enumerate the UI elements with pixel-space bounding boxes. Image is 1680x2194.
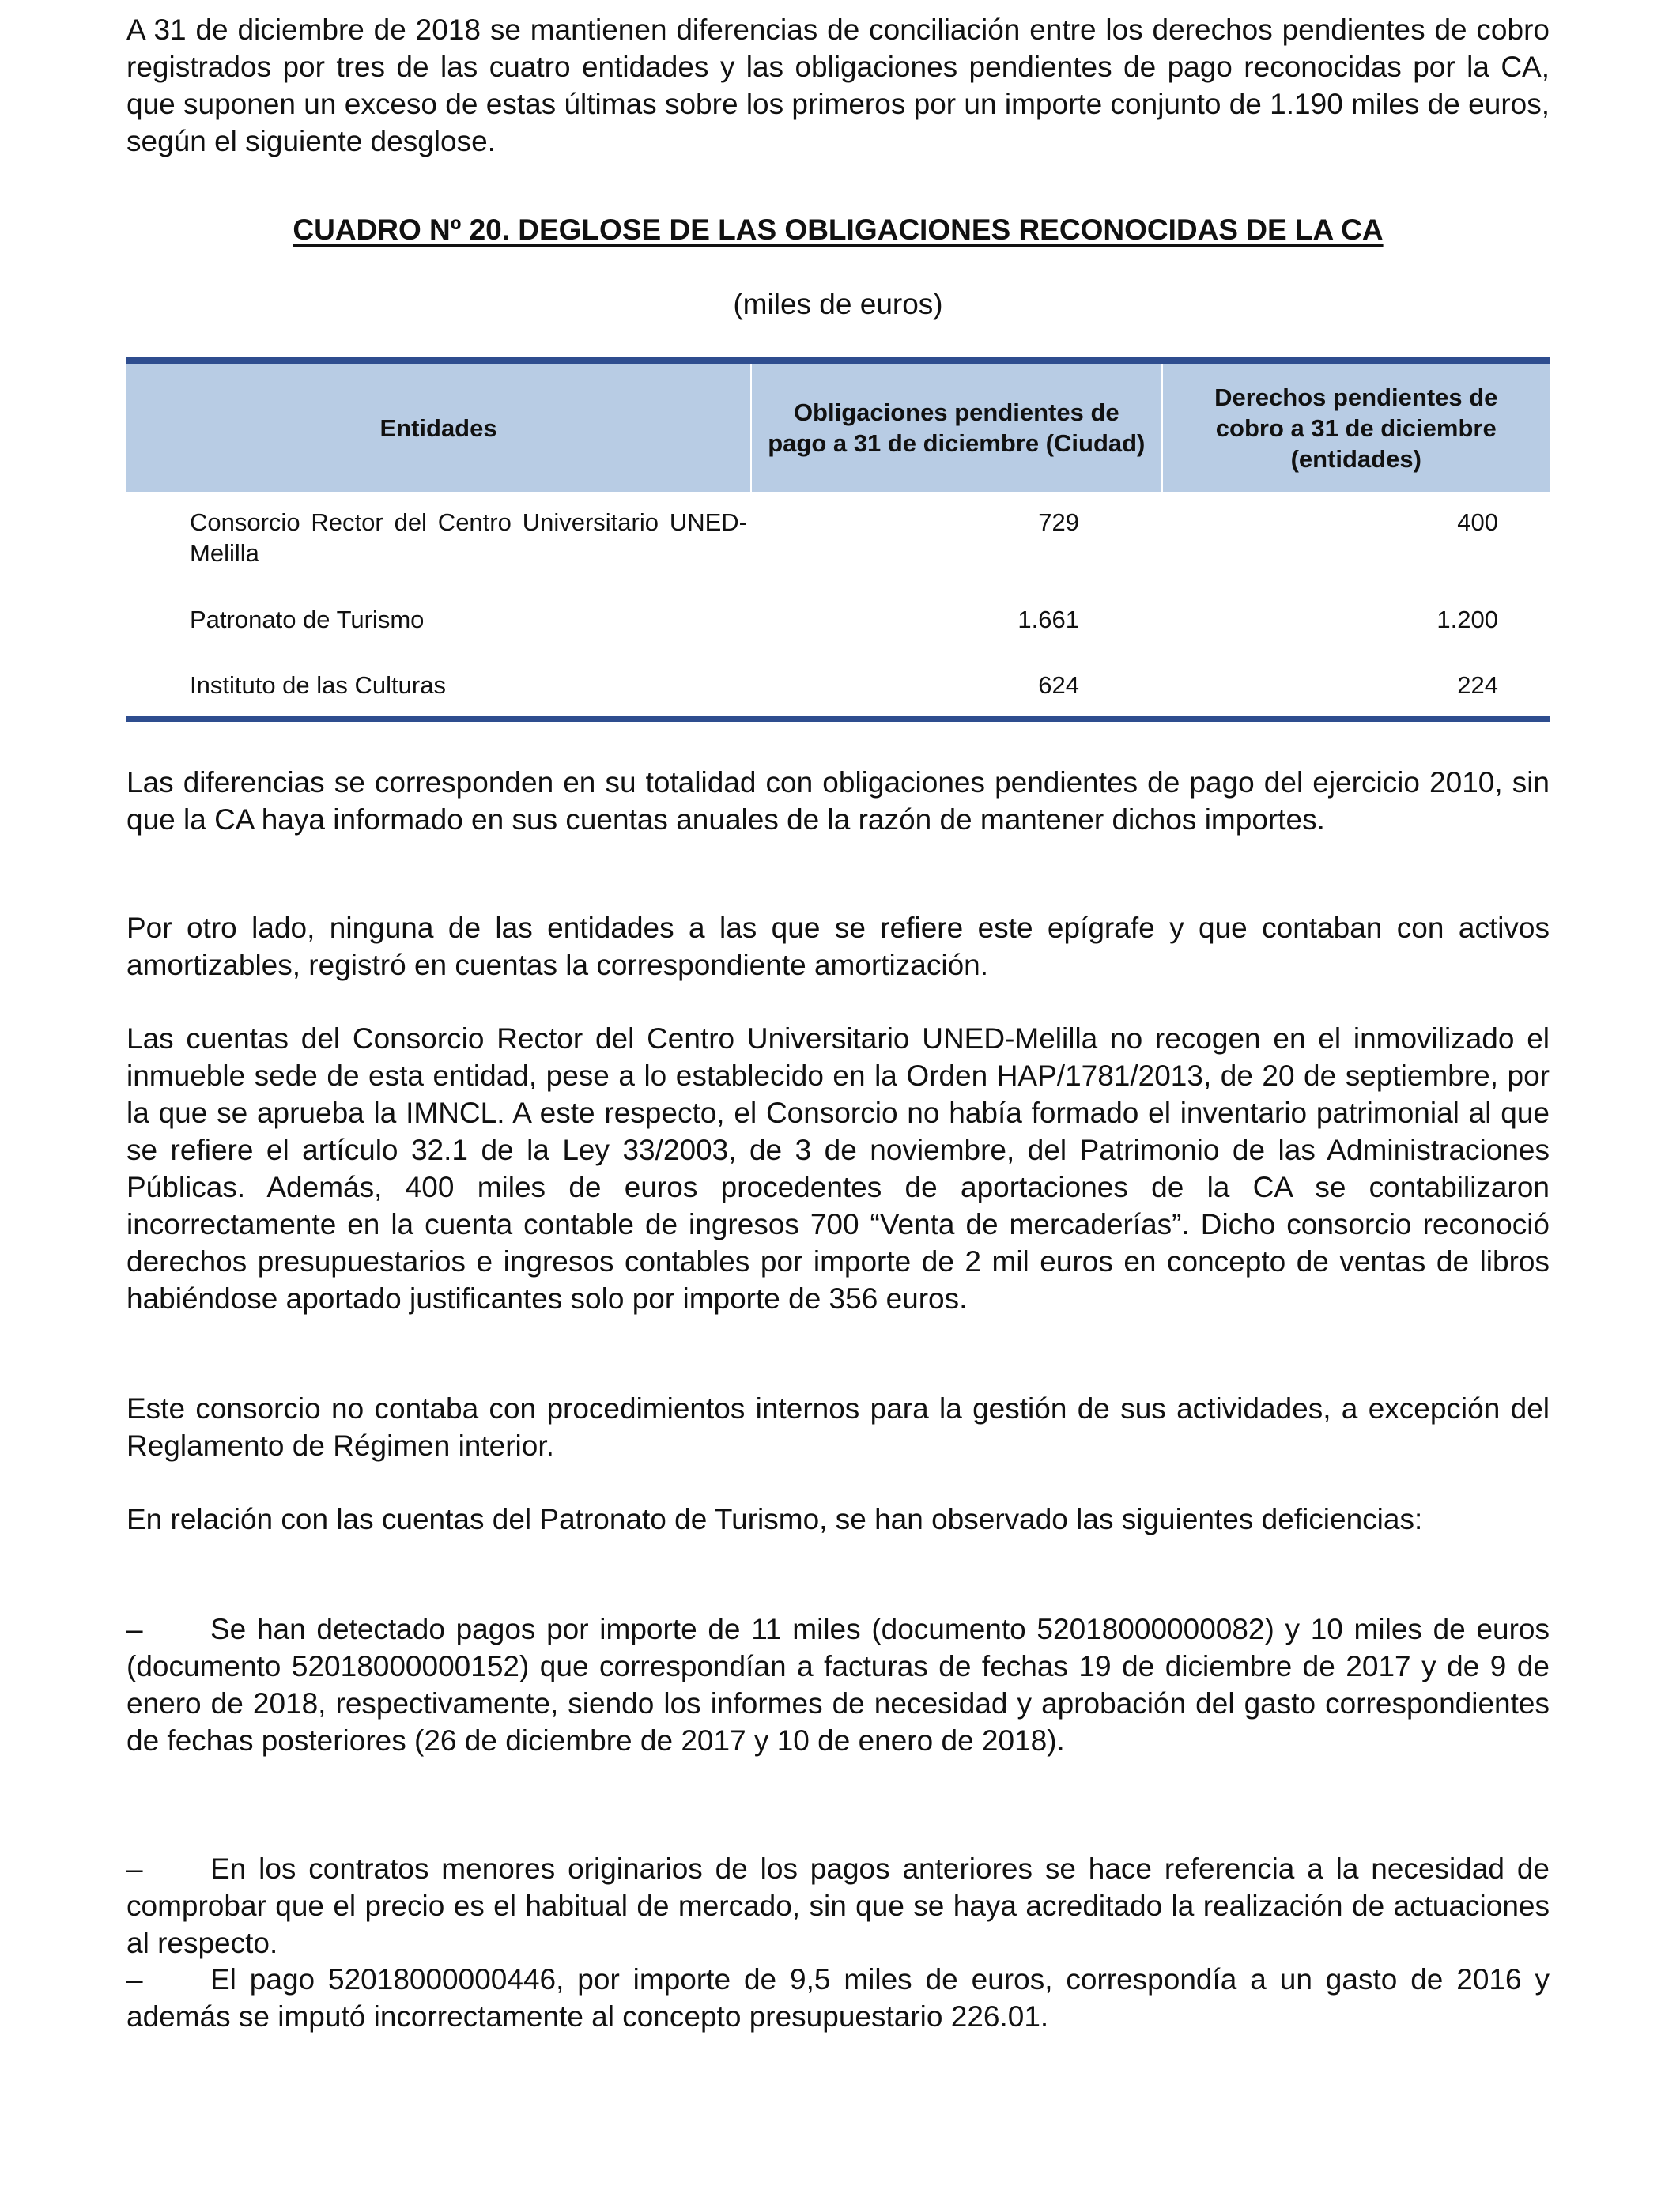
table-title-text: CUADRO Nº 20. DEGLOSE DE LAS OBLIGACIONES RECONOCIDAS DE LA CA [293, 213, 1384, 246]
paragraph-patronato: En relación con las cuentas del Patronato de Turismo, se han observado las siguientes deficiencias: [126, 1503, 1423, 1535]
header-obligaciones: Obligaciones pendientes de pago a 31 de diciembre (Ciudad) [752, 364, 1162, 492]
cell-entidad-text: Patronato de Turismo [190, 606, 425, 633]
table-body [126, 494, 1550, 706]
cell-derechos: 400 [1457, 508, 1498, 536]
cell-entidad-text: Consorcio Rector del Centro Universitario UNED-Melilla [190, 508, 747, 567]
cell-entidad [126, 604, 751, 670]
table-row [126, 507, 1550, 604]
cell-obligaciones: 729 [1038, 508, 1079, 536]
list-item-text: El pago 52018000000446, por importe de 9,5 miles de euros, correspondía a un gasto de 2016 y además se imputó incorrectamente al concepto presupuestario 226.01. [126, 1963, 1550, 2033]
header-entidades: Entidades [126, 364, 752, 492]
list-item [126, 1611, 1550, 1759]
list-item [126, 1961, 1550, 2035]
table-row [126, 604, 1550, 670]
cell-obligaciones: 624 [1038, 671, 1079, 699]
table-units: (miles de euros) [733, 288, 943, 320]
table-row [126, 670, 1550, 706]
table-bottom-rule [126, 716, 1550, 722]
dash-marker: – [126, 1613, 143, 1645]
list-item-text: Se han detectado pagos por importe de 11 miles (documento 52018000000082) y 10 miles de euros (documento 52018000000152) que correspondían a facturas de fechas 19 de diciembre de 2017 y de 9 de enero de 2018, respectivamente, siendo los informes de necesidad y aprobación del gasto correspondientes de fechas posteriores (26 de diciembre de 2017 y 10 de enero de 2018). [126, 1613, 1550, 1757]
cell-derechos: 224 [1457, 671, 1498, 699]
cell-entidad [126, 670, 751, 706]
dash-marker: – [126, 1963, 143, 1996]
list-item-text: En los contratos menores originarios de los pagos anteriores se hace referencia a la necesidad de comprobar que el precio es el habitual de mercado, sin que se haya acreditado la realización de actuaciones al respecto. [126, 1852, 1550, 1959]
paragraph-procedimientos: Este consorcio no contaba con procedimientos internos para la gestión de sus actividades, a excepción del Reglamento de Régimen interior. [126, 1392, 1550, 1462]
paragraph-diferencias: Las diferencias se corresponden en su totalidad con obligaciones pendientes de pago del ejercicio 2010, sin que la CA haya informado en sus cuentas anuales de la razón de mantener dichos importes. [126, 766, 1550, 836]
dash-marker: – [126, 1852, 143, 1885]
intro-paragraph: A 31 de diciembre de 2018 se mantienen diferencias de conciliación entre los derechos pendientes de cobro registrados por tres de las cuatro entidades y las obligaciones pendientes de pago reconocidas por la CA, que suponen un exceso de estas últimas sobre los primeros por un importe conjunto de 1.190 miles de euros, según el siguiente desglose. [126, 13, 1550, 157]
table-header [126, 364, 1550, 494]
header-derechos: Derechos pendientes de cobro a 31 de diciembre (entidades) [1214, 383, 1498, 473]
cell-derechos: 1.200 [1436, 606, 1498, 633]
paragraph-cuentas-consorcio: Las cuentas del Consorcio Rector del Centro Universitario UNED-Melilla no recogen en el inmovilizado el inmueble sede de esta entidad, pese a lo establecido en la Orden HAP/1781/2013, de 20 de septiembre, por la que se aprueba la IMNCL. A este respecto, el Consorcio no había formado el inventario patrimonial al que se refiere el artículo 32.1 de la Ley 33/2003, de 3 de noviembre, del Patrimonio de las Administraciones Públicas. Además, 400 miles de euros procedentes de aportaciones de la CA se contabilizaron incorrectamente en la cuenta contable de ingresos 700 “Venta de mercaderías”. Dicho consorcio reconoció derechos presupuestarios e ingresos contables por importe de 2 mil euros en concepto de ventas de libros habiéndose aportado justificantes solo por importe de 356 euros. [126, 1022, 1550, 1315]
list-item [126, 1850, 1550, 1962]
cell-entidad [126, 507, 751, 604]
obligaciones-table [126, 357, 1550, 722]
cell-obligaciones: 1.661 [1017, 606, 1079, 633]
paragraph-otro-lado: Por otro lado, ninguna de las entidades a las que se refiere este epígrafe y que contaban con activos amortizables, registró en cuentas la correspondiente amortización. [126, 912, 1550, 981]
table-title [126, 212, 1550, 248]
cell-entidad-text: Instituto de las Culturas [190, 671, 446, 699]
table-top-rule [126, 357, 1550, 364]
